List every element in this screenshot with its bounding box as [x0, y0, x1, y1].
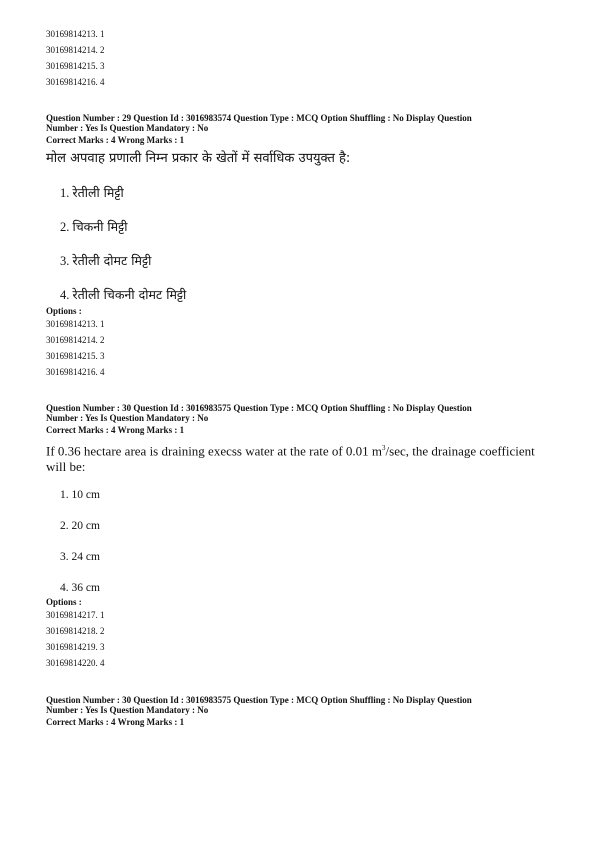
option-id-line: 30169814218. 2 [46, 626, 105, 636]
question-text-part: will be: [46, 459, 86, 475]
question-30-repeat-block [46, 695, 556, 728]
choice-item [46, 286, 186, 303]
question-text-part: If 0.36 hectare area is draining execss water at the rate of 0.01 m [46, 443, 383, 459]
choice-text: रेतीली मिट्टी [72, 185, 124, 200]
question-text-part: /sec, the drainage coefficient [385, 443, 535, 459]
question-meta-line: Question Number : 29 Question Id : 3016983574 Question Type : MCQ Option Shuffling : No Display Question [46, 113, 472, 123]
choice-number: 4. [60, 288, 70, 302]
option-id-line: 30169814217. 1 [46, 610, 105, 620]
superscript: 3 [382, 444, 386, 452]
choice-item: 4. 36 cm [60, 582, 100, 594]
choice-item [46, 184, 124, 201]
options-label: Options : [46, 597, 82, 607]
choice-number: 1. [60, 186, 70, 200]
options-block [46, 306, 556, 380]
option-id-line: 30169814216. 4 [46, 77, 105, 87]
question-text [46, 440, 556, 475]
option-id-line: 30169814215. 3 [46, 61, 105, 71]
choice-number: 3. [60, 254, 70, 268]
choice-item: 2. 20 cm [60, 520, 100, 532]
choice-item: 1. 10 cm [60, 489, 100, 501]
options-label: Options : [46, 306, 82, 316]
question-text: मोल अपवाह प्रणाली निम्न प्रकार के खेतों में सर्वाधिक उपयुक्त है: [46, 151, 351, 166]
question-marks: Correct Marks : 4 Wrong Marks : 1 [46, 717, 185, 727]
option-id-line: 30169814214. 2 [46, 45, 105, 55]
question-marks: Correct Marks : 4 Wrong Marks : 1 [46, 135, 185, 145]
question-marks: Correct Marks : 4 Wrong Marks : 1 [46, 425, 185, 435]
question-meta-line: Question Number : 30 Question Id : 3016983575 Question Type : MCQ Option Shuffling : No Display Question [46, 403, 472, 413]
options-block [46, 597, 556, 671]
choice-item: 3. 24 cm [60, 551, 100, 563]
question-29-block [46, 113, 556, 166]
choice-text: चिकनी मिट्टी [72, 219, 128, 234]
option-id-line: 30169814220. 4 [46, 658, 105, 668]
question-meta-line: Number : Yes Is Question Mandatory : No [46, 413, 209, 423]
choice-text: रेतीली चिकनी दोमट मिट्टी [72, 287, 187, 302]
question-meta-line: Number : Yes Is Question Mandatory : No [46, 705, 209, 715]
option-id-line: 30169814213. 1 [46, 29, 105, 39]
top-options-list [46, 30, 105, 94]
option-id-line: 30169814215. 3 [46, 351, 105, 361]
question-30-block [46, 403, 556, 475]
choice-text: रेतीली दोमट मिट्टी [72, 253, 152, 268]
option-id-line: 30169814214. 2 [46, 335, 105, 345]
option-id-line: 30169814216. 4 [46, 367, 105, 377]
choice-number: 2. [60, 220, 70, 234]
question-meta-line: Number : Yes Is Question Mandatory : No [46, 123, 209, 133]
question-meta-line: Question Number : 30 Question Id : 3016983575 Question Type : MCQ Option Shuffling : No Display Question [46, 695, 472, 705]
option-id-line: 30169814213. 1 [46, 319, 105, 329]
choice-item [46, 218, 128, 235]
choice-item [46, 252, 151, 269]
option-id-line: 30169814219. 3 [46, 642, 105, 652]
